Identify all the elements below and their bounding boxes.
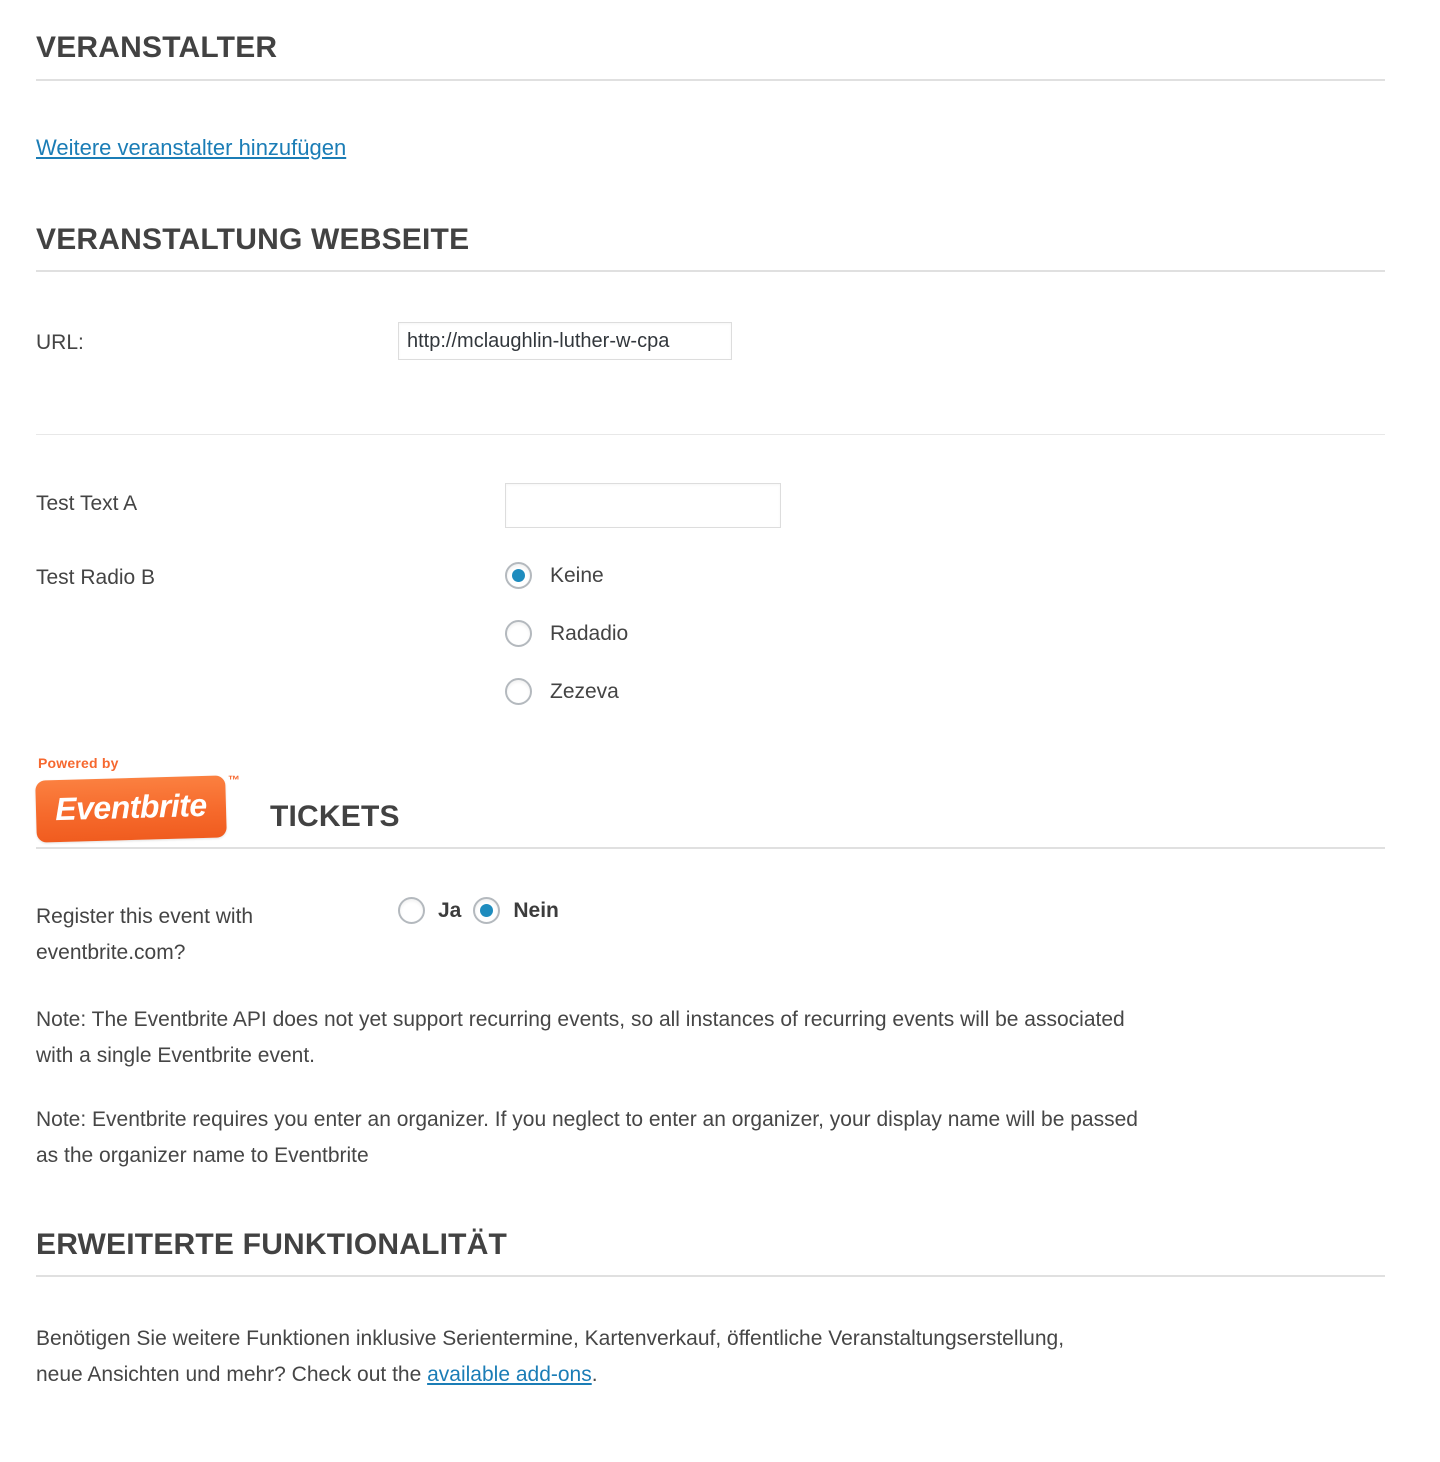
section-title-erweiterte-funktionalitaet: ERWEITERTE FUNKTIONALITÄT [36, 1228, 508, 1262]
eventbrite-logo-icon [35, 775, 227, 842]
eventbrite-api-note: Note: The Eventbrite API does not yet support recurring events, so all instances of recurring events will be associated with a single Eventbrite event. [36, 1008, 1125, 1068]
section-title-tickets: TICKETS [270, 800, 400, 833]
register-radio-group [398, 897, 559, 924]
radio-option-label: Radadio [550, 621, 629, 645]
test-text-input[interactable] [505, 483, 781, 528]
divider [36, 270, 1385, 272]
tickets-header [36, 755, 1385, 840]
powered-by-text: Powered by [38, 755, 119, 771]
radio-button-icon[interactable] [398, 897, 425, 924]
trademark-symbol: ™ [228, 773, 240, 787]
divider [36, 79, 1385, 81]
section-title-webseite: VERANSTALTUNG WEBSEITE [36, 223, 470, 256]
test-radio-label: Test Radio B [36, 566, 156, 589]
section-title-veranstalter: VERANSTALTER [36, 31, 278, 64]
test-text-row [36, 483, 1385, 528]
radio-option-keine[interactable] [505, 562, 628, 589]
radio-option-label: Ja [438, 898, 462, 922]
radio-option-radadio[interactable] [505, 620, 628, 647]
available-add-ons-link[interactable]: available add-ons [427, 1363, 592, 1387]
divider [36, 847, 1385, 849]
register-event-row [36, 897, 1385, 970]
eventbrite-organizer-note: Note: Eventbrite requires you enter an organizer. If you neglect to enter an organizer, your display name will be passed as the organizer name to Eventbrite [36, 1108, 1138, 1168]
eventbrite-wordmark: Eventbrite [54, 786, 208, 828]
event-url-input[interactable] [398, 322, 732, 360]
radio-option-label: Nein [513, 898, 559, 922]
radio-button-icon[interactable] [473, 897, 500, 924]
test-radio-row [36, 562, 1385, 705]
divider [36, 434, 1385, 435]
radio-option-zezeva[interactable] [505, 678, 628, 705]
radio-option-label: Keine [550, 563, 604, 587]
url-row [36, 322, 1385, 360]
test-radio-group [505, 562, 628, 705]
eventbrite-badge [36, 755, 240, 840]
radio-option-ja[interactable] [398, 897, 473, 924]
register-event-label: Register this event with eventbrite.com? [36, 905, 254, 964]
divider [36, 1275, 1385, 1277]
radio-button-icon[interactable] [505, 562, 532, 589]
radio-button-icon[interactable] [505, 678, 532, 705]
url-label: URL: [36, 331, 84, 354]
radio-option-label: Zezeva [550, 679, 619, 703]
advanced-functionality-text: Benötigen Sie weitere Funktionen inklusive Serientermine, Kartenverkauf, öffentliche Veranstaltungserstellung, neue Ansichten und mehr? Check out the available add-ons. [36, 1327, 1065, 1387]
radio-button-icon[interactable] [505, 620, 532, 647]
add-organizer-link[interactable]: Weitere veranstalter hinzufügen [36, 135, 347, 160]
radio-option-nein[interactable] [473, 897, 559, 924]
test-text-label: Test Text A [36, 492, 138, 515]
